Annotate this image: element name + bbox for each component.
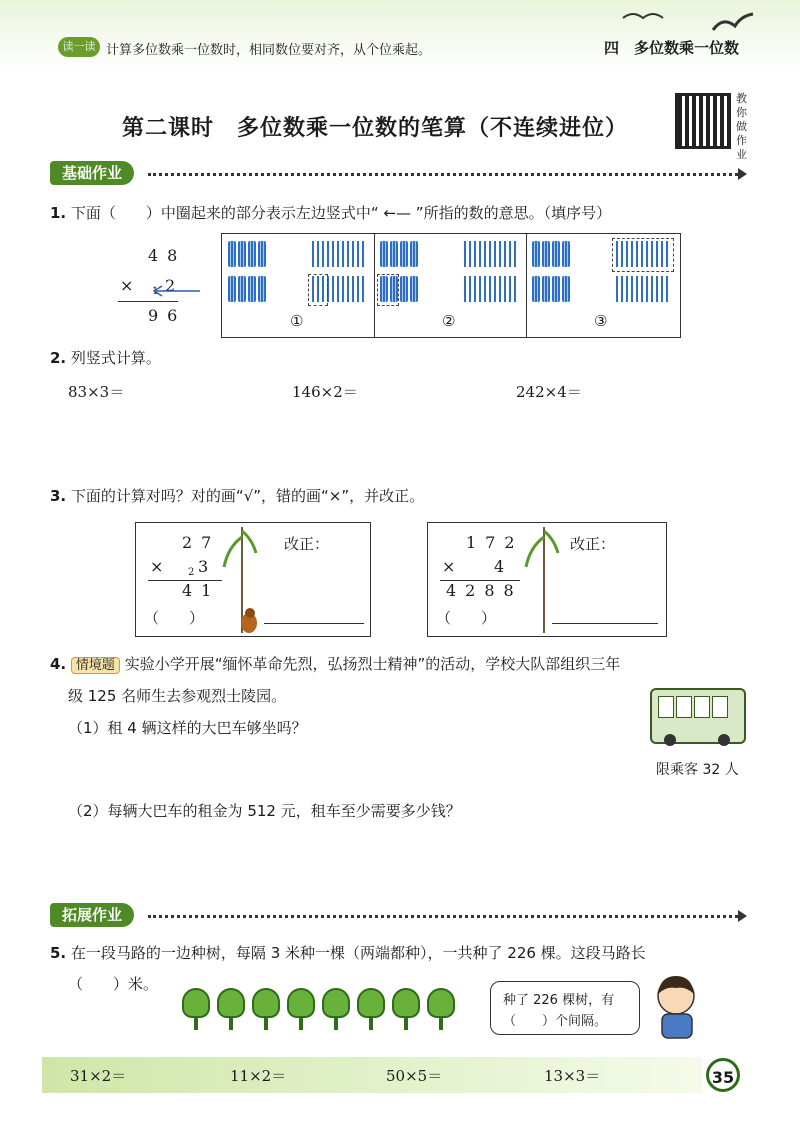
q3-calc-1-fix-label: 改正： bbox=[284, 535, 330, 553]
q1-option-3[interactable] bbox=[526, 234, 680, 337]
speech-bubble bbox=[490, 981, 640, 1035]
q3-calc-1-answer[interactable]: （ ） bbox=[144, 609, 205, 627]
tree-row bbox=[182, 988, 462, 1032]
q1-option-2-circle bbox=[377, 274, 399, 306]
q3-calc-1-mult: 3 bbox=[198, 557, 218, 576]
pointer-arrow-icon bbox=[150, 285, 202, 297]
arrow-right-icon bbox=[738, 910, 747, 922]
q2-item-1: 83×3＝ bbox=[68, 383, 125, 401]
tree-icon bbox=[287, 988, 315, 1018]
q1-vertical-op: × bbox=[120, 276, 143, 295]
q1-text bbox=[50, 202, 611, 223]
q3-calc-1-result: 41 bbox=[182, 581, 221, 600]
q1-option-2[interactable] bbox=[374, 234, 527, 337]
q5-text bbox=[50, 942, 646, 963]
q3-calc-2-mult: 4 bbox=[494, 557, 514, 576]
q5-prompt-line1: 在一段马路的一边种树，每隔 3 米种一棵（两端都种），一共种了 226 棵。这段马路长 bbox=[70, 944, 646, 962]
q1-option-1-circle bbox=[308, 274, 328, 306]
q1-vertical-line bbox=[118, 301, 178, 302]
footer-item-2: 11×2＝ bbox=[230, 1067, 287, 1085]
bus-capacity: 限乘客 32 人 bbox=[656, 762, 739, 778]
tree-icon bbox=[322, 988, 350, 1018]
q1-number: 1. bbox=[50, 204, 67, 222]
q1-option-2-label: ② bbox=[442, 312, 456, 330]
q4-text bbox=[50, 653, 620, 674]
q4-prompt-line1: 实验小学开展“缅怀革命先烈，弘扬烈士精神”的活动，学校大队部组织三年 bbox=[124, 655, 621, 673]
q4-sub2: （2）每辆大巴车的租金为 512 元，租车至少需要多少钱？ bbox=[68, 802, 461, 820]
q1-vertical-result: 96 bbox=[148, 306, 187, 325]
q3-prompt: 下面的计算对吗？对的画“√”，错的画“×”，并改正。 bbox=[70, 487, 425, 505]
section-extend-badge: 拓展作业 bbox=[50, 903, 134, 927]
section-basic-badge: 基础作业 bbox=[50, 161, 134, 185]
tree-icon bbox=[427, 988, 455, 1018]
footer-item-4: 13×3＝ bbox=[544, 1067, 601, 1085]
q3-calc-2-op: × bbox=[442, 557, 465, 576]
q1-option-1-label: ① bbox=[290, 312, 304, 330]
footer-bar bbox=[42, 1057, 702, 1093]
bubble-line1: 种了 226 棵树，有 bbox=[503, 993, 615, 1008]
q3-calc-2-box bbox=[427, 522, 667, 637]
tree-icon bbox=[252, 988, 280, 1018]
q1-option-3-label: ③ bbox=[594, 312, 608, 330]
q5-prompt-line2[interactable]: （ ）米。 bbox=[68, 975, 159, 993]
q3-calc-2-result: 4288 bbox=[446, 581, 523, 600]
q2-item-3: 242×4＝ bbox=[516, 383, 582, 401]
q3-calc-1-box bbox=[135, 522, 371, 637]
q3-calc-1-top: 27 bbox=[182, 533, 221, 552]
read-badge: 读一读 bbox=[58, 37, 100, 57]
boy-avatar-icon bbox=[650, 970, 706, 1040]
bus-icon bbox=[650, 688, 746, 744]
footer-item-1: 31×2＝ bbox=[70, 1067, 127, 1085]
q4-prompt-line2: 级 125 名师生去参观烈士陵园。 bbox=[68, 687, 287, 705]
page-title: 第二课时 多位数乘一位数的笔算（不连续进位） bbox=[122, 116, 629, 141]
q3-calc-2-top: 172 bbox=[466, 533, 524, 552]
bubble-line2[interactable]: （ ）个间隔。 bbox=[503, 1014, 608, 1029]
q1-vertical-carry: 1 bbox=[152, 286, 159, 297]
q3-calc-1-fix-line[interactable] bbox=[264, 623, 364, 624]
q3-calc-2-fix-line[interactable] bbox=[552, 623, 658, 624]
qr-code-icon[interactable] bbox=[675, 93, 731, 149]
arrow-right-icon bbox=[738, 168, 747, 180]
tree-icon bbox=[392, 988, 420, 1018]
tree-icon bbox=[217, 988, 245, 1018]
q4-sub1: （1）租 4 辆这样的大巴车够坐吗？ bbox=[68, 719, 307, 737]
q3-calc-1-op: × bbox=[150, 557, 173, 576]
section-divider bbox=[148, 173, 738, 176]
footer-item-3: 50×5＝ bbox=[386, 1067, 443, 1085]
q5-number: 5. bbox=[50, 944, 67, 962]
q2-prompt: 列竖式计算。 bbox=[70, 349, 161, 367]
tree-branch-icon bbox=[524, 517, 564, 633]
q1-vertical-top: 48 bbox=[148, 246, 187, 265]
q4-number: 4. bbox=[50, 655, 67, 673]
bird-icon bbox=[236, 607, 262, 635]
q2-item-2: 146×2＝ bbox=[292, 383, 358, 401]
q1-options-box bbox=[221, 233, 681, 338]
q3-calc-1-carry: 2 bbox=[188, 567, 195, 578]
section-divider bbox=[148, 915, 738, 918]
tree-icon bbox=[357, 988, 385, 1018]
q3-calc-2-fix-label: 改正： bbox=[570, 535, 616, 553]
q3-text bbox=[50, 485, 424, 506]
q1-option-3-circle bbox=[612, 238, 674, 272]
q2-number: 2. bbox=[50, 349, 67, 367]
tree-icon bbox=[182, 988, 210, 1018]
page-number: 35 bbox=[706, 1058, 740, 1092]
header-tip: 计算多位数乘一位数时，相同数位要对齐，从个位乘起。 bbox=[106, 43, 432, 58]
q1-prompt: 下面（ ）中圈起来的部分表示左边竖式中“ ←— ”所指的数的意思。（填序号） bbox=[70, 204, 612, 222]
q3-number: 3. bbox=[50, 487, 67, 505]
q4-tag: 情境题 bbox=[71, 657, 120, 674]
q1-vertical-mult: 2 bbox=[165, 276, 185, 295]
unit-title: 四 多位数乘一位数 bbox=[604, 39, 740, 57]
qr-caption: 教你做作业 bbox=[736, 92, 747, 161]
q3-calc-2-answer[interactable]: （ ） bbox=[436, 609, 497, 627]
q2-text bbox=[50, 347, 161, 368]
q1-option-1[interactable] bbox=[222, 234, 375, 337]
